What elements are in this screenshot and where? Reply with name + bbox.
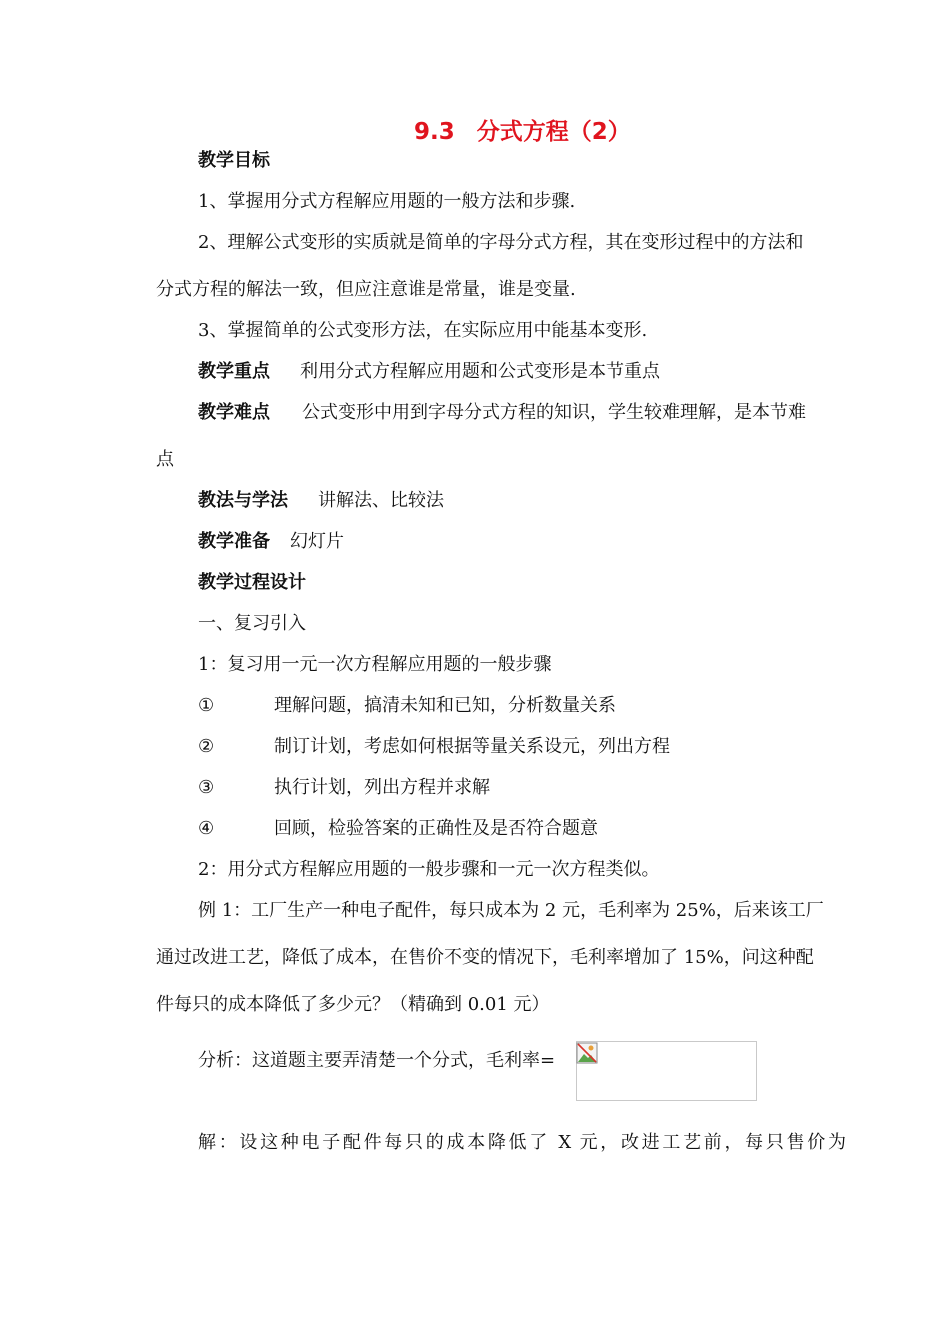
title-number: 9.3 — [414, 119, 455, 145]
example-1-line-1: 例 1：工厂生产一种电子配件，每只成本为 2 元，毛利率为 25%，后来该工厂 — [198, 900, 824, 921]
step-1 — [198, 695, 616, 717]
step-4 — [198, 818, 598, 840]
example-1-line-3: 件每只的成本降低了多少元？（精确到 0.01 元） — [156, 994, 550, 1015]
title-text: 分式方程（2） — [476, 119, 631, 145]
goal-3: 3、掌握简单的公式变形方法，在实际应用中能基本变形. — [198, 320, 648, 341]
broken-image-icon — [576, 1042, 598, 1064]
step-3 — [198, 777, 490, 799]
key-text: 利用分式方程解应用题和公式变形是本节重点 — [300, 361, 660, 382]
preparation — [198, 531, 344, 553]
difficulty-text-line-2: 点 — [156, 449, 174, 470]
step-3-mark: ③ — [198, 777, 215, 798]
difficulty-text-line-1: 公式变形中用到字母分式方程的知识，学生较难理解，是本节难 — [302, 402, 806, 423]
goal-2-line-1: 2、理解公式变形的实质就是简单的字母分式方程，其在变形过程中的方法和 — [198, 232, 804, 253]
review-1: 1：复习用一元一次方程解应用题的一般步骤 — [198, 654, 552, 675]
formula-image-placeholder — [576, 1041, 757, 1101]
step-3-text: 执行计划，列出方程并求解 — [274, 777, 490, 798]
key-points — [198, 361, 660, 383]
step-2 — [198, 736, 670, 758]
step-2-mark: ② — [198, 736, 215, 757]
page-title — [414, 118, 631, 146]
review-2: 2：用分式方程解应用题的一般步骤和一元一次方程类似。 — [198, 859, 660, 880]
difficulty-points — [198, 402, 806, 424]
step-1-mark: ① — [198, 695, 215, 716]
method-text: 讲解法、比较法 — [318, 490, 444, 511]
step-1-text: 理解问题，搞清未知和已知，分析数量关系 — [274, 695, 616, 716]
goal-1: 1、掌握用分式方程解应用题的一般方法和步骤. — [198, 191, 576, 212]
prep-heading: 教学准备 — [198, 531, 270, 552]
step-4-mark: ④ — [198, 818, 215, 839]
key-heading: 教学重点 — [198, 361, 270, 382]
difficulty-heading: 教学难点 — [198, 402, 270, 423]
step-4-text: 回顾，检验答案的正确性及是否符合题意 — [274, 818, 598, 839]
method-heading: 教法与学法 — [198, 490, 288, 511]
part-1-heading: 一、复习引入 — [198, 613, 306, 634]
step-2-text: 制订计划，考虑如何根据等量关系设元，列出方程 — [274, 736, 670, 757]
process-heading: 教学过程设计 — [198, 572, 306, 593]
analysis-text: 分析：这道题主要弄清楚一个分式，毛利率= — [198, 1050, 556, 1071]
example-1-line-2: 通过改进工艺，降低了成本，在售价不变的情况下，毛利率增加了 15%，问这种配 — [156, 947, 814, 968]
method — [198, 490, 444, 512]
goal-2-line-2: 分式方程的解法一致，但应注意谁是常量，谁是变量. — [156, 279, 576, 300]
goals-heading: 教学目标 — [198, 150, 270, 171]
prep-text: 幻灯片 — [290, 531, 344, 552]
solution-line-1: 解：设这种电子配件每只的成本降低了 X 元，改进工艺前，每只售价为 — [198, 1132, 846, 1153]
